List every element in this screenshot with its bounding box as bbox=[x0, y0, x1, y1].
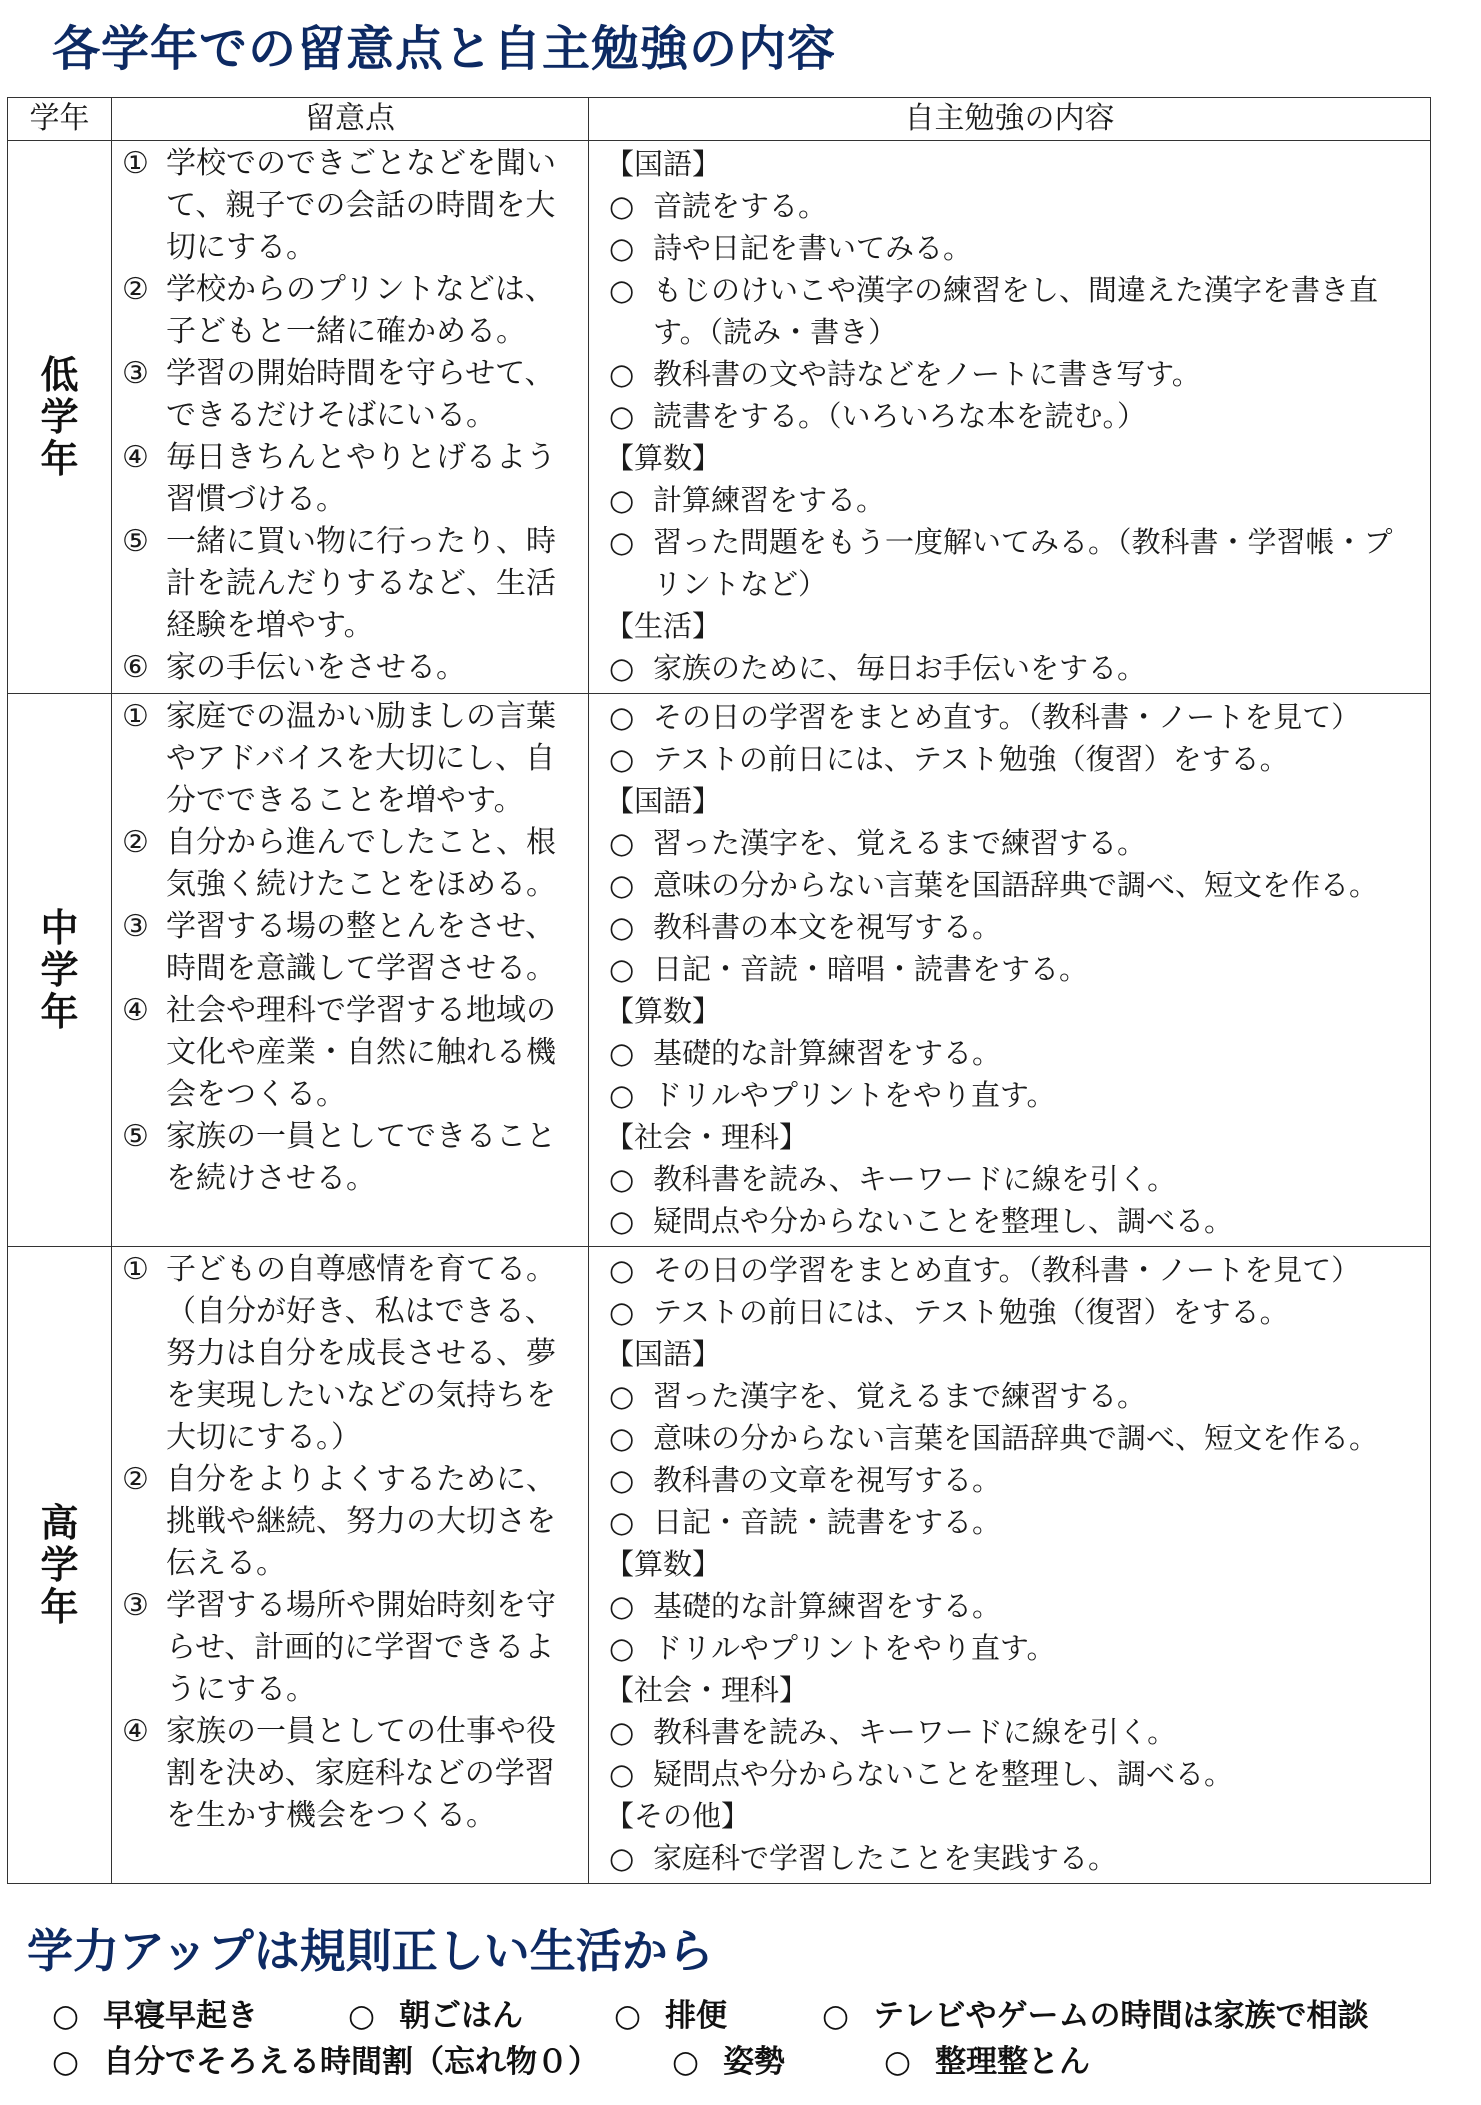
section-subtitle: 学力アップは規則正しい生活から bbox=[27, 1924, 714, 1978]
study-item bbox=[609, 521, 1418, 605]
habit-item bbox=[348, 1990, 523, 2035]
note-item bbox=[122, 353, 578, 437]
note-text: 学習する場所や開始時刻を守らせ、計画的に学習できるようにする。 bbox=[166, 1588, 556, 1707]
study-item bbox=[609, 1158, 1418, 1200]
table-row bbox=[8, 694, 1431, 1247]
note-item bbox=[122, 1116, 578, 1200]
note-item bbox=[122, 1711, 578, 1837]
study-text: 習った問題をもう一度解いてみる。（教科書・学習帳・プリントなど） bbox=[653, 525, 1393, 601]
note-number: ③ bbox=[122, 356, 149, 391]
note-number: ③ bbox=[122, 909, 149, 944]
note-number: ⑥ bbox=[122, 650, 149, 685]
study-item bbox=[609, 864, 1418, 906]
note-number: ① bbox=[122, 699, 149, 734]
note-number: ⑤ bbox=[122, 524, 149, 559]
page-title: 各学年での留意点と自主勉強の内容 bbox=[52, 21, 837, 77]
note-text: 自分から進んでしたこと、根気強く続けたことをほめる。 bbox=[166, 825, 556, 902]
habit-text: 姿勢 bbox=[723, 2044, 786, 2080]
habit-item bbox=[52, 2036, 599, 2081]
study-item bbox=[609, 1753, 1418, 1795]
circle-bullet-icon: ○ bbox=[884, 2044, 912, 2080]
circle-bullet-icon: ○ bbox=[609, 1036, 635, 1070]
note-number: ⑤ bbox=[122, 1119, 149, 1154]
grade-label bbox=[8, 1247, 112, 1884]
study-item bbox=[609, 1249, 1418, 1291]
study-item bbox=[609, 647, 1418, 689]
study-text: 疑問点や分からないことを整理し、調べる。 bbox=[653, 1204, 1234, 1238]
study-text: 読書をする。（いろいろな本を読む。） bbox=[653, 399, 1147, 433]
habit-text: 早寝早起き bbox=[103, 1998, 259, 2034]
study-item bbox=[609, 1627, 1418, 1669]
circle-bullet-icon: ○ bbox=[52, 1998, 80, 2034]
note-text: 学習の開始時間を守らせて、できるだけそばにいる。 bbox=[166, 356, 555, 433]
note-text: 家の手伝いをさせる。 bbox=[166, 650, 466, 685]
grade-char: 高 bbox=[40, 1501, 79, 1545]
circle-bullet-icon: ○ bbox=[52, 2044, 80, 2080]
study-item bbox=[609, 1837, 1418, 1879]
circle-bullet-icon: ○ bbox=[609, 910, 635, 944]
note-item bbox=[122, 990, 578, 1116]
study-cell bbox=[589, 1247, 1431, 1884]
study-item bbox=[609, 906, 1418, 948]
note-text: 学習する場の整とんをさせ、時間を意識して学習させる。 bbox=[166, 909, 556, 986]
subject-heading: 【国語】 bbox=[605, 147, 722, 181]
grade-char: 低 bbox=[40, 353, 79, 397]
circle-bullet-icon: ○ bbox=[609, 651, 635, 685]
habit-text: 朝ごはん bbox=[399, 1998, 524, 2034]
note-number: ① bbox=[122, 1252, 149, 1287]
grade-char: 中 bbox=[40, 906, 79, 950]
habit-text: 自分でそろえる時間割（忘れ物０） bbox=[103, 2044, 600, 2080]
study-item bbox=[609, 1501, 1418, 1543]
note-number: ② bbox=[122, 1462, 149, 1497]
circle-bullet-icon: ○ bbox=[609, 189, 635, 223]
circle-bullet-icon: ○ bbox=[609, 1421, 635, 1455]
circle-bullet-icon: ○ bbox=[609, 1204, 635, 1238]
note-number: ④ bbox=[122, 440, 149, 475]
study-cell bbox=[589, 141, 1431, 694]
habit-item bbox=[672, 2036, 785, 2081]
study-item bbox=[609, 479, 1418, 521]
note-number: ③ bbox=[122, 1588, 149, 1623]
table-row bbox=[8, 141, 1431, 694]
note-text: 子どもの自尊感情を育てる。（自分が好き、私はできる、努力は自分を成長させる、夢を実現したいなどの気持ちを大切にする。） bbox=[166, 1252, 556, 1455]
grade-char: 年 bbox=[40, 437, 79, 481]
circle-bullet-icon: ○ bbox=[609, 1589, 635, 1623]
circle-bullet-icon: ○ bbox=[609, 1757, 635, 1791]
note-text: 毎日きちんとやりとげるよう習慣づける。 bbox=[166, 440, 556, 517]
habit-item bbox=[614, 1990, 727, 2035]
circle-bullet-icon: ○ bbox=[609, 357, 635, 391]
study-text: 音読をする。 bbox=[653, 189, 828, 223]
circle-bullet-icon: ○ bbox=[609, 483, 635, 517]
study-text: 基礎的な計算練習をする。 bbox=[653, 1036, 1002, 1070]
study-text: 計算練習をする。 bbox=[653, 483, 886, 517]
habit-item bbox=[884, 2036, 1090, 2081]
note-item bbox=[122, 521, 578, 647]
circle-bullet-icon: ○ bbox=[609, 1715, 635, 1749]
study-text: 詩や日記を書いてみる。 bbox=[653, 231, 973, 265]
circle-bullet-icon: ○ bbox=[609, 700, 635, 734]
habit-text: 整理整とん bbox=[935, 2044, 1091, 2080]
circle-bullet-icon: ○ bbox=[609, 273, 635, 307]
study-text: 家族のために、毎日お手伝いをする。 bbox=[653, 651, 1147, 685]
habit-item bbox=[822, 1990, 1368, 2035]
study-item bbox=[609, 1459, 1418, 1501]
circle-bullet-icon: ○ bbox=[609, 1379, 635, 1413]
circle-bullet-icon: ○ bbox=[609, 826, 635, 860]
study-item bbox=[609, 269, 1418, 353]
study-item bbox=[609, 185, 1418, 227]
notes-cell bbox=[112, 694, 589, 1247]
study-text: ドリルやプリントをやり直す。 bbox=[653, 1078, 1056, 1112]
study-item bbox=[609, 1711, 1418, 1753]
note-item bbox=[122, 1459, 578, 1585]
study-item bbox=[609, 227, 1418, 269]
circle-bullet-icon: ○ bbox=[609, 1295, 635, 1329]
note-item bbox=[122, 822, 578, 906]
study-item bbox=[609, 1417, 1418, 1459]
study-item bbox=[609, 1585, 1418, 1627]
note-text: 学校からのプリントなどは、子どもと一緒に確かめる。 bbox=[166, 272, 555, 349]
grade-label bbox=[8, 694, 112, 1247]
study-text: 教科書を読み、キーワードに線を引く。 bbox=[653, 1715, 1177, 1749]
note-number: ④ bbox=[122, 993, 149, 1028]
circle-bullet-icon: ○ bbox=[822, 1998, 850, 2034]
header-study: 自主勉強の内容 bbox=[589, 98, 1431, 141]
grade-char: 学 bbox=[40, 395, 79, 439]
study-item bbox=[609, 1375, 1418, 1417]
circle-bullet-icon: ○ bbox=[609, 525, 635, 559]
study-text: その日の学習をまとめ直す。（教科書・ノートを見て） bbox=[653, 1253, 1361, 1287]
note-text: 家庭での温かい励ましの言葉やアドバイスを大切にし、自分でできることを増やす。 bbox=[166, 699, 556, 818]
subject-heading: 【社会・理科】 bbox=[605, 1673, 809, 1707]
study-text: 基礎的な計算練習をする。 bbox=[653, 1589, 1002, 1623]
subject-heading: 【社会・理科】 bbox=[605, 1120, 809, 1154]
circle-bullet-icon: ○ bbox=[672, 2044, 700, 2080]
study-cell bbox=[589, 694, 1431, 1247]
header-notes: 留意点 bbox=[112, 98, 589, 141]
circle-bullet-icon: ○ bbox=[609, 1162, 635, 1196]
subject-heading: 【生活】 bbox=[605, 609, 722, 643]
note-item bbox=[122, 269, 578, 353]
notes-cell bbox=[112, 1247, 589, 1884]
subject-heading: 【国語】 bbox=[605, 1337, 722, 1371]
circle-bullet-icon: ○ bbox=[609, 952, 635, 986]
study-item bbox=[609, 1200, 1418, 1242]
circle-bullet-icon: ○ bbox=[609, 868, 635, 902]
notes-cell bbox=[112, 141, 589, 694]
note-item bbox=[122, 143, 578, 269]
circle-bullet-icon: ○ bbox=[609, 1631, 635, 1665]
subject-heading: 【算数】 bbox=[605, 441, 722, 475]
note-text: 社会や理科で学習する地域の文化や産業・自然に触れる機会をつくる。 bbox=[166, 993, 556, 1112]
study-text: ドリルやプリントをやり直す。 bbox=[653, 1631, 1056, 1665]
grade-char: 年 bbox=[40, 1585, 79, 1629]
circle-bullet-icon: ○ bbox=[348, 1998, 376, 2034]
circle-bullet-icon: ○ bbox=[609, 1463, 635, 1497]
circle-bullet-icon: ○ bbox=[614, 1998, 642, 2034]
note-number: ④ bbox=[122, 1714, 149, 1749]
study-item bbox=[609, 1074, 1418, 1116]
study-item bbox=[609, 1032, 1418, 1074]
note-number: ② bbox=[122, 825, 149, 860]
note-text: 自分をよりよくするために、挑戦や継続、努力の大切さを伝える。 bbox=[166, 1462, 556, 1581]
habit-text: テレビやゲームの時間は家族で相談 bbox=[873, 1998, 1369, 2034]
note-text: 学校でのできごとなどを聞いて、親子での会話の時間を大切にする。 bbox=[166, 146, 556, 265]
circle-bullet-icon: ○ bbox=[609, 231, 635, 265]
subject-heading: 【算数】 bbox=[605, 1547, 722, 1581]
study-text: もじのけいこや漢字の練習をし、間違えた漢字を書き直す。（読み・書き） bbox=[653, 273, 1379, 349]
circle-bullet-icon: ○ bbox=[609, 1253, 635, 1287]
subject-heading: 【その他】 bbox=[605, 1799, 751, 1833]
study-item bbox=[609, 948, 1418, 990]
note-item bbox=[122, 647, 578, 689]
study-item bbox=[609, 1291, 1418, 1333]
note-item bbox=[122, 437, 578, 521]
study-item bbox=[609, 822, 1418, 864]
study-text: 習った漢字を、覚えるまで練習する。 bbox=[653, 1379, 1147, 1413]
note-text: 一緒に買い物に行ったり、時計を読んだりするなど、生活経験を増やす。 bbox=[166, 524, 556, 643]
habit-item bbox=[52, 1990, 258, 2035]
note-item bbox=[122, 696, 578, 822]
note-item bbox=[122, 906, 578, 990]
note-item bbox=[122, 1585, 578, 1711]
guidance-table bbox=[7, 97, 1431, 1884]
study-text: その日の学習をまとめ直す。（教科書・ノートを見て） bbox=[653, 700, 1361, 734]
study-text: 教科書の文章を視写する。 bbox=[653, 1463, 1002, 1497]
grade-char: 学 bbox=[40, 948, 79, 992]
circle-bullet-icon: ○ bbox=[609, 1841, 635, 1875]
study-text: 家庭科で学習したことを実践する。 bbox=[653, 1841, 1118, 1875]
circle-bullet-icon: ○ bbox=[609, 742, 635, 776]
study-text: 疑問点や分からないことを整理し、調べる。 bbox=[653, 1757, 1234, 1791]
study-item bbox=[609, 696, 1418, 738]
study-text: 日記・音読・読書をする。 bbox=[653, 1505, 1002, 1539]
study-text: 意味の分からない言葉を国語辞典で調べ、短文を作る。 bbox=[653, 868, 1379, 902]
study-text: 習った漢字を、覚えるまで練習する。 bbox=[653, 826, 1147, 860]
study-item bbox=[609, 395, 1418, 437]
subject-heading: 【算数】 bbox=[605, 994, 722, 1028]
grade-label bbox=[8, 141, 112, 694]
study-text: 教科書の本文を視写する。 bbox=[653, 910, 1002, 944]
study-text: 教科書を読み、キーワードに線を引く。 bbox=[653, 1162, 1177, 1196]
grade-char: 年 bbox=[40, 990, 79, 1034]
note-number: ① bbox=[122, 146, 149, 181]
header-grade: 学年 bbox=[8, 98, 112, 141]
circle-bullet-icon: ○ bbox=[609, 399, 635, 433]
study-text: 日記・音読・暗唱・読書をする。 bbox=[653, 952, 1089, 986]
study-text: テストの前日には、テスト勉強（復習）をする。 bbox=[653, 1295, 1289, 1329]
note-text: 家族の一員としてできることを続けさせる。 bbox=[166, 1119, 556, 1196]
table-row bbox=[8, 1247, 1431, 1884]
study-item bbox=[609, 738, 1418, 780]
circle-bullet-icon: ○ bbox=[609, 1505, 635, 1539]
note-number: ② bbox=[122, 272, 149, 307]
grade-char: 学 bbox=[40, 1543, 79, 1587]
study-text: 意味の分からない言葉を国語辞典で調べ、短文を作る。 bbox=[653, 1421, 1379, 1455]
habit-text: 排便 bbox=[665, 1998, 728, 2034]
study-text: テストの前日には、テスト勉強（復習）をする。 bbox=[653, 742, 1289, 776]
note-item bbox=[122, 1249, 578, 1459]
note-text: 家族の一員としての仕事や役割を決め、家庭科などの学習を生かす機会をつくる。 bbox=[166, 1714, 556, 1833]
study-item bbox=[609, 353, 1418, 395]
study-text: 教科書の文や詩などをノートに書き写す。 bbox=[653, 357, 1201, 391]
subject-heading: 【国語】 bbox=[605, 784, 722, 818]
table-header-row bbox=[8, 98, 1431, 141]
circle-bullet-icon: ○ bbox=[609, 1078, 635, 1112]
